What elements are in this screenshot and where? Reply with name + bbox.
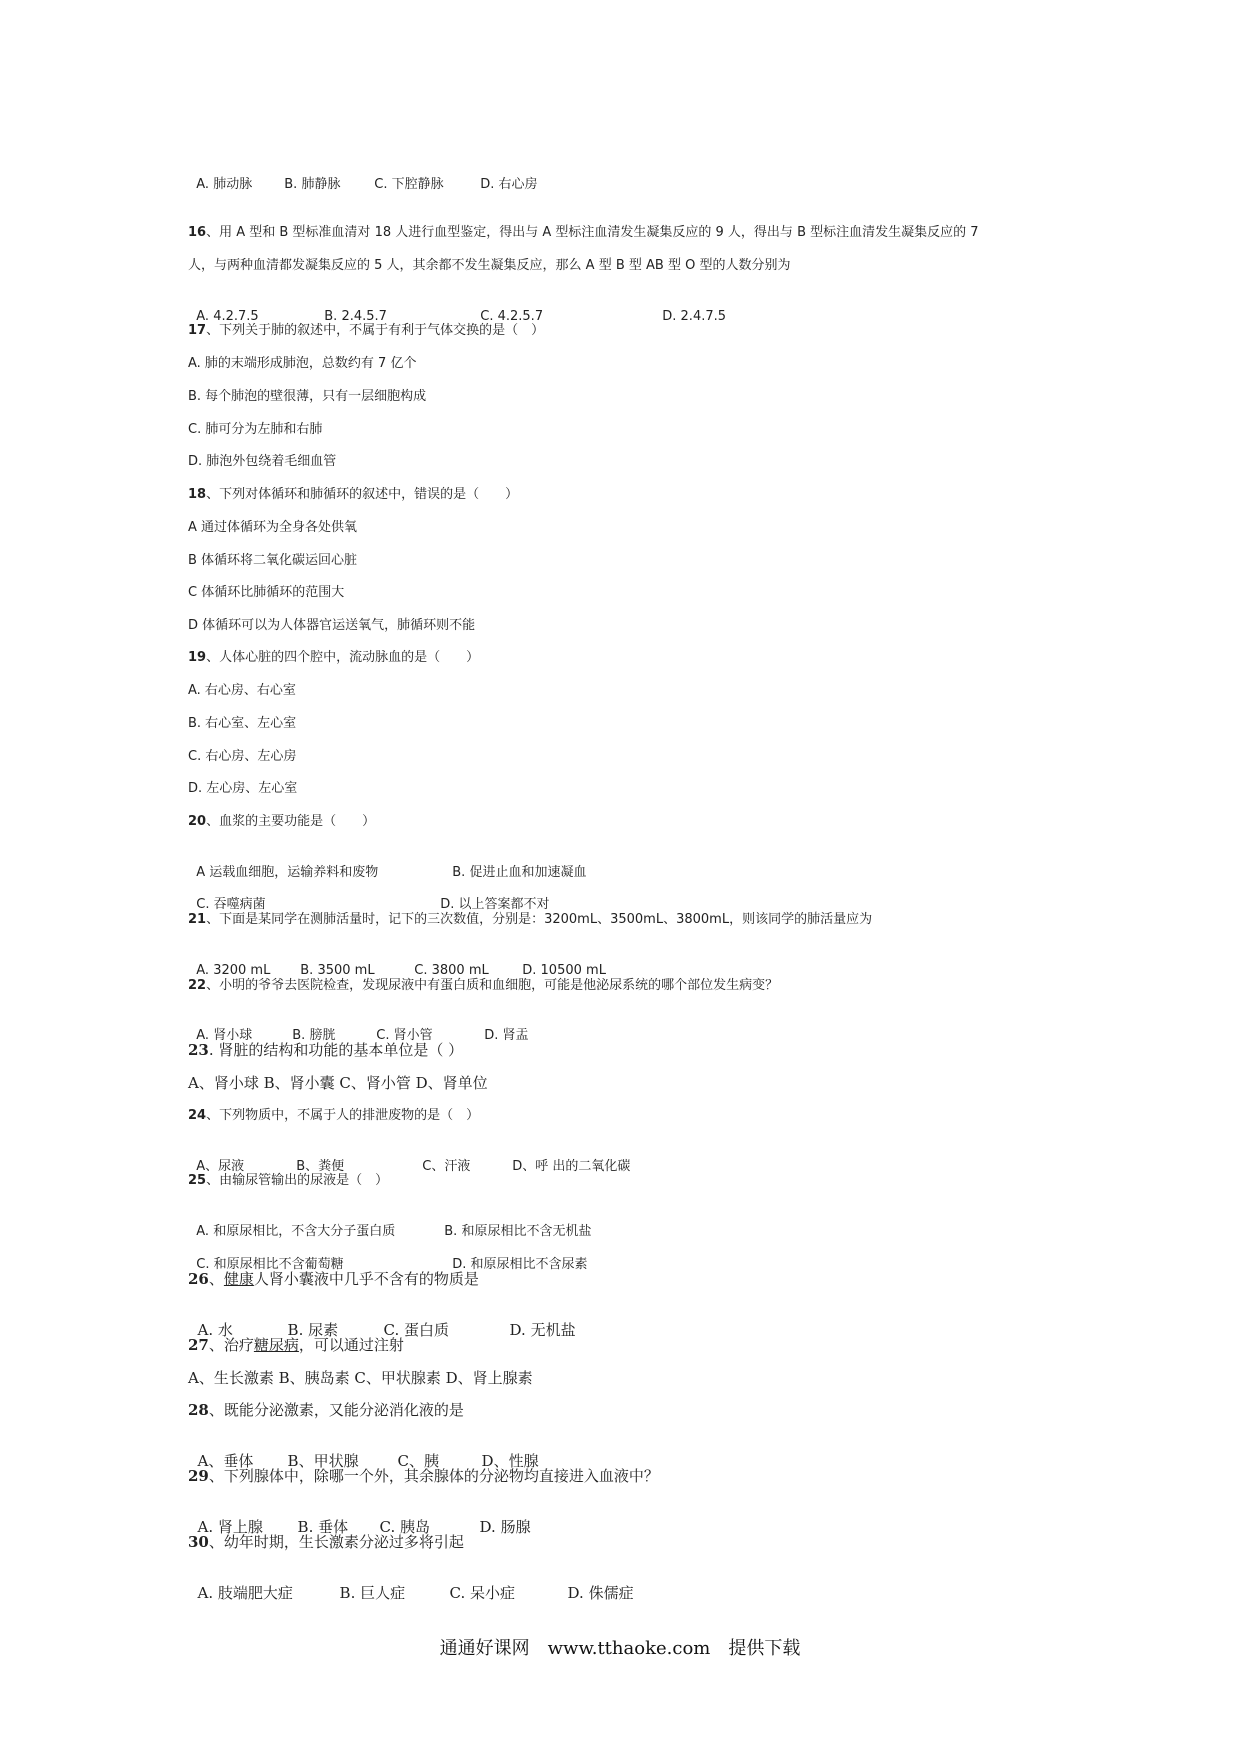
question-30: 30、幼年时期，生长激素分泌过多将引起 <box>188 1533 464 1551</box>
question-26: 26、健康人肾小囊液中几乎不含有的物质是 <box>188 1270 479 1288</box>
option-b: B. 肺静脉 <box>284 177 341 192</box>
option-c: C、胰 <box>397 1452 440 1470</box>
option-d: D. 右心房 <box>480 177 538 192</box>
question-24: 24、下列物质中，不属于人的排泄废物的是（ ） <box>188 1108 480 1123</box>
question-23-options: A、肾小球 B、肾小囊 C、肾小管 D、肾单位 <box>188 1074 488 1092</box>
option-b: B. 尿素 <box>287 1321 339 1339</box>
question-17-option-b: B. 每个肺泡的壁很薄，只有一层细胞构成 <box>188 389 427 404</box>
question-17-option-c: C. 肺可分为左肺和右肺 <box>188 422 323 437</box>
question-16-cont: 人，与两种血清都发凝集反应的 5 人，其余都不发生凝集反应，那么 A 型 B 型 AB 型 O 型的人数分别为 <box>188 258 791 273</box>
option-c: C. 呆小症 <box>449 1584 516 1602</box>
option-a: A、尿液 <box>196 1159 245 1174</box>
question-20: 20、血浆的主要功能是（ ） <box>188 814 376 829</box>
question-22: 22、小明的爷爷去医院检查，发现尿液中有蛋白质和血细胞，可能是他泌尿系统的哪个部位发生病变？ <box>188 978 779 993</box>
option-c: C. 和原尿相比不含葡萄糖 <box>196 1257 344 1272</box>
option-b: B. 促进止血和加速凝血 <box>452 865 587 880</box>
footer-source: 通通好课网 www.tthaoke.com 提供下载 <box>439 1638 801 1659</box>
question-18-option-d: D 体循环可以为人体器官运送氧气，肺循环则不能 <box>188 618 476 633</box>
option-b: B、粪便 <box>296 1159 345 1174</box>
question-20-options-ab <box>188 846 586 882</box>
option-d: D. 肠腺 <box>479 1518 531 1536</box>
option-a: A 运载血细胞，运输养料和废物 <box>196 865 379 880</box>
question-17-option-a: A. 肺的末端形成肺泡，总数约有 7 亿个 <box>188 356 417 371</box>
option-b: B、甲状腺 <box>287 1452 359 1470</box>
prev-options <box>188 158 538 194</box>
question-24-options <box>188 1140 630 1176</box>
option-d: D. 侏儒症 <box>567 1584 634 1602</box>
underlined-term: 糖尿病 <box>253 1336 299 1354</box>
option-a: A. 水 <box>197 1321 233 1339</box>
option-d: D. 以上答案都不对 <box>440 897 550 912</box>
question-26-options <box>188 1303 576 1339</box>
option-c: C. 4.2.5.7 <box>480 309 544 324</box>
option-c: C. 蛋白质 <box>383 1321 450 1339</box>
question-17: 17、下列关于肺的叙述中，不属于有利于气体交换的是（ ） <box>188 323 545 338</box>
question-18-option-a: A 通过体循环为全身各处供氧 <box>188 520 358 535</box>
question-28: 28、既能分泌激素，又能分泌消化液的是 <box>188 1401 464 1419</box>
question-19-option-a: A. 右心房、右心室 <box>188 683 296 698</box>
option-a: A. 肢端肥大症 <box>197 1584 293 1602</box>
option-a: A. 3200 mL <box>196 963 271 978</box>
question-29: 29、下列腺体中，除哪一个外，其余腺体的分泌物均直接进入血液中？ <box>188 1467 659 1485</box>
question-30-options <box>188 1566 634 1602</box>
option-c: C. 胰岛 <box>379 1518 431 1536</box>
question-20-options-cd <box>188 878 550 914</box>
question-28-options <box>188 1434 539 1470</box>
option-b: B. 垂体 <box>297 1518 349 1536</box>
option-b: B. 3500 mL <box>300 963 375 978</box>
option-d: D. 2.4.7.5 <box>662 309 727 324</box>
option-d: D、呼 出的二氧化碳 <box>512 1159 631 1174</box>
option-a: A. 肺动脉 <box>196 177 253 192</box>
option-c: C. 肾小管 <box>376 1028 433 1043</box>
question-19-option-d: D. 左心房、左心室 <box>188 781 298 796</box>
question-21: 21、下面是某同学在测肺活量时，记下的三次数值，分别是：3200mL、3500mL、3800mL，则该同学的肺活量应为 <box>188 912 873 927</box>
question-19-option-c: C. 右心房、左心房 <box>188 749 297 764</box>
option-d: D. 和原尿相比不含尿素 <box>452 1257 588 1272</box>
option-a: A. 4.2.7.5 <box>196 309 259 324</box>
question-16-options <box>188 290 726 326</box>
option-a: A. 肾上腺 <box>197 1518 263 1536</box>
question-22-options <box>188 1009 529 1045</box>
question-29-options <box>188 1500 531 1536</box>
question-18-option-c: C 体循环比肺循环的范围大 <box>188 585 345 600</box>
question-18: 18、下列对体循环和肺循环的叙述中，错误的是（ ） <box>188 487 519 502</box>
question-19-option-b: B. 右心室、左心室 <box>188 716 297 731</box>
option-b: B. 和原尿相比不含无机盐 <box>444 1224 592 1239</box>
option-a: A. 和原尿相比，不含大分子蛋白质 <box>196 1224 396 1239</box>
option-c: C. 下腔静脉 <box>374 177 444 192</box>
option-b: B. 膀胱 <box>292 1028 336 1043</box>
option-c: C、汗液 <box>422 1159 471 1174</box>
question-25-options-cd <box>188 1238 588 1274</box>
question-19: 19、人体心脏的四个腔中，流动脉血的是（ ） <box>188 650 480 665</box>
option-a: A. 肾小球 <box>196 1028 253 1043</box>
question-18-option-b: B 体循环将二氧化碳运回心脏 <box>188 553 358 568</box>
question-21-options <box>188 944 606 980</box>
option-c: C. 3800 mL <box>414 963 489 978</box>
option-b: B. 2.4.5.7 <box>324 309 387 324</box>
question-27: 27、治疗糖尿病，可以通过注射 <box>188 1336 404 1354</box>
option-d: D. 10500 mL <box>522 963 606 978</box>
question-25-options-ab <box>188 1205 591 1241</box>
option-b: B. 巨人症 <box>339 1584 406 1602</box>
question-23: 23. 肾脏的结构和功能的基本单位是（ ） <box>188 1041 464 1059</box>
question-16: 16、用 A 型和 B 型标准血清对 18 人进行血型鉴定，得出与 A 型标注血清发生凝集反应的 9 人，得出与 B 型标注血清发生凝集反应的 7 <box>188 225 979 240</box>
question-27-options: A、生长激素 B、胰岛素 C、甲状腺素 D、肾上腺素 <box>188 1369 533 1387</box>
question-17-option-d: D. 肺泡外包绕着毛细血管 <box>188 454 337 469</box>
option-a: A、垂体 <box>197 1452 254 1470</box>
underlined-term: 健康 <box>223 1270 254 1288</box>
question-25: 25、由输尿管输出的尿液是（ ） <box>188 1173 389 1188</box>
option-c: C. 吞噬病菌 <box>196 897 266 912</box>
option-d: D. 肾盂 <box>484 1028 529 1043</box>
option-d: D、性腺 <box>481 1452 539 1470</box>
option-d: D. 无机盐 <box>509 1321 576 1339</box>
